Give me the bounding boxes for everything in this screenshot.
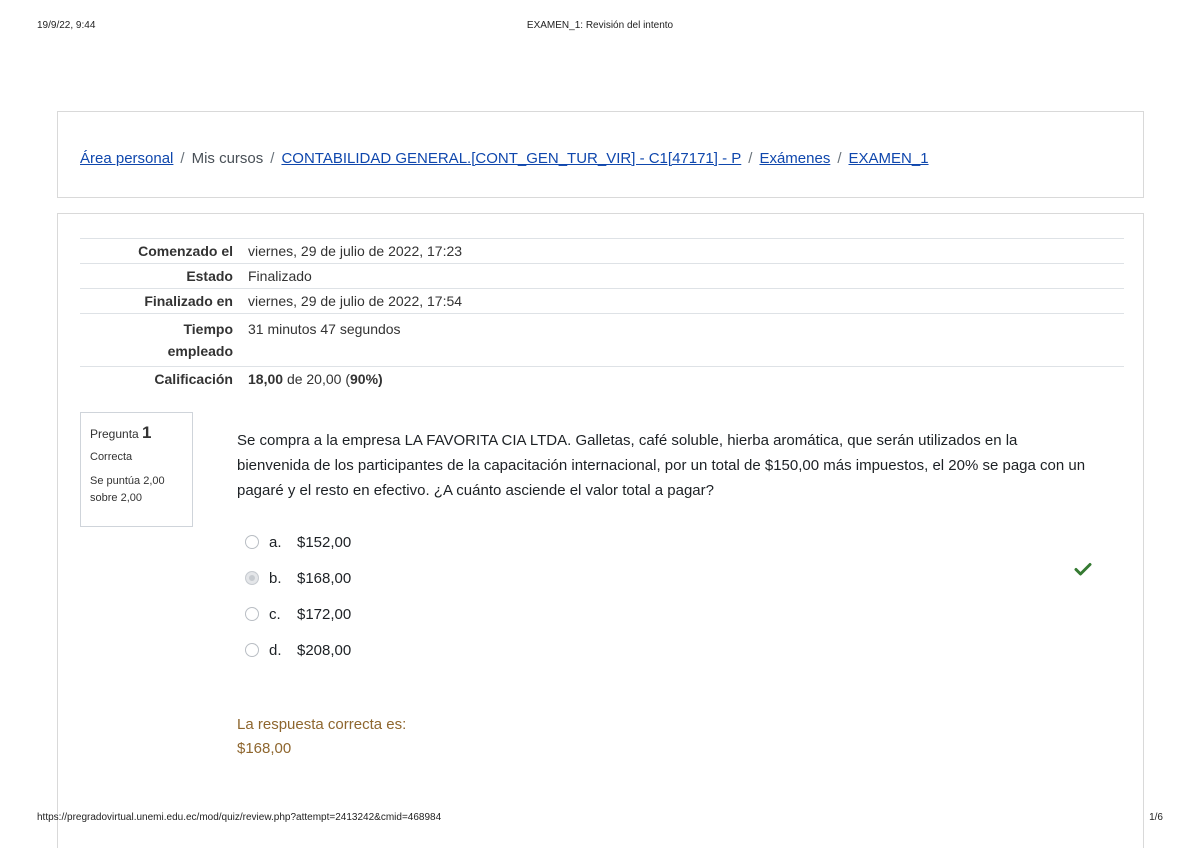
option-text: $172,00 <box>297 605 352 623</box>
time-label: Tiempo empleado <box>167 321 233 359</box>
answer-option-c[interactable] <box>245 596 351 632</box>
grade-percent: 90 <box>350 371 366 387</box>
started-value: viernes, 29 de julio de 2022, 17:23 <box>248 243 463 259</box>
radio-button[interactable] <box>245 535 259 549</box>
print-datetime: 19/9/22, 9:44 <box>37 20 96 31</box>
radio-button[interactable] <box>245 643 259 657</box>
print-header <box>0 20 1200 36</box>
print-url: https://pregradovirtual.unemi.edu.ec/mod/quiz/review.php?attempt=2413242&cmid=468984 <box>37 812 442 823</box>
summary-row-time <box>80 314 1124 367</box>
grade-rest: de 20,00 ( <box>286 371 350 387</box>
breadcrumb-separator: / <box>180 150 185 167</box>
question-number: 1 <box>142 423 152 442</box>
breadcrumb-separator: / <box>270 150 275 167</box>
grade-value <box>233 367 383 391</box>
state-label: Estado <box>186 268 233 284</box>
question-text: Se compra a la empresa LA FAVORITA CIA LTDA. Galletas, café soluble, hierba aromática, que serán utilizados en la bienvenida de los participantes de la capacitación internacional, por un total de $150,00 más impuestos, el 20% se paga con un pagaré y el resto en efectivo. ¿A cuánto asciende el valor total a pagar? <box>237 432 1086 499</box>
option-text: $152,00 <box>297 533 352 551</box>
breadcrumb-examenes[interactable]: Exámenes <box>759 150 831 167</box>
feedback-value: $168,00 <box>237 740 292 757</box>
finished-value: viernes, 29 de julio de 2022, 17:54 <box>248 293 463 309</box>
breadcrumb-course[interactable]: CONTABILIDAD GENERAL.[CONT_GEN_TUR_VIR] - C1[47171] - P <box>281 150 742 167</box>
finished-label: Finalizado en <box>144 293 233 309</box>
print-footer <box>0 812 1200 828</box>
answer-option-d[interactable] <box>245 632 351 668</box>
answer-option-a[interactable] <box>245 524 351 560</box>
print-title: EXAMEN_1: Revisión del intento <box>526 20 674 31</box>
option-letter: c. <box>269 605 281 623</box>
correct-answer-feedback <box>237 713 406 761</box>
question-info-box <box>80 412 193 527</box>
breadcrumb-mis-cursos: Mis cursos <box>191 150 264 167</box>
started-label: Comenzado el <box>138 243 233 259</box>
grade-score: 18,00 <box>248 371 284 387</box>
breadcrumb-area-personal[interactable]: Área personal <box>80 150 174 167</box>
option-text: $168,00 <box>297 569 352 587</box>
summary-row-started <box>80 239 1124 264</box>
feedback-label: La respuesta correcta es: <box>237 716 407 733</box>
radio-button[interactable] <box>245 607 259 621</box>
breadcrumb-container <box>57 111 1144 198</box>
attempt-summary-table <box>80 238 1124 391</box>
option-letter: a. <box>269 533 282 551</box>
radio-button-selected[interactable] <box>245 571 259 585</box>
breadcrumb-examen-1[interactable]: EXAMEN_1 <box>848 150 929 167</box>
question-label: Pregunta <box>90 427 139 441</box>
print-page-number: 1/6 <box>1149 812 1163 823</box>
option-text: $208,00 <box>297 641 352 659</box>
answer-options <box>245 524 351 668</box>
question-state: Correcta <box>90 451 133 463</box>
summary-row-grade <box>80 367 1124 391</box>
breadcrumb-separator: / <box>748 150 753 167</box>
breadcrumb-separator: / <box>837 150 842 167</box>
summary-row-finished <box>80 289 1124 314</box>
grade-label: Calificación <box>154 371 233 387</box>
option-letter: b. <box>269 569 282 587</box>
answer-option-b[interactable] <box>245 560 351 596</box>
time-value: 31 minutos 47 segundos <box>248 321 401 337</box>
grade-end: %) <box>365 371 383 387</box>
summary-row-state <box>80 264 1124 289</box>
question-number-row <box>90 423 183 443</box>
option-letter: d. <box>269 641 282 659</box>
correct-check-icon <box>1074 560 1092 578</box>
breadcrumb <box>80 150 929 167</box>
state-value: Finalizado <box>248 268 312 284</box>
question-grade: Se puntúa 2,00 sobre 2,00 <box>90 475 165 504</box>
quiz-review-region <box>57 213 1144 848</box>
